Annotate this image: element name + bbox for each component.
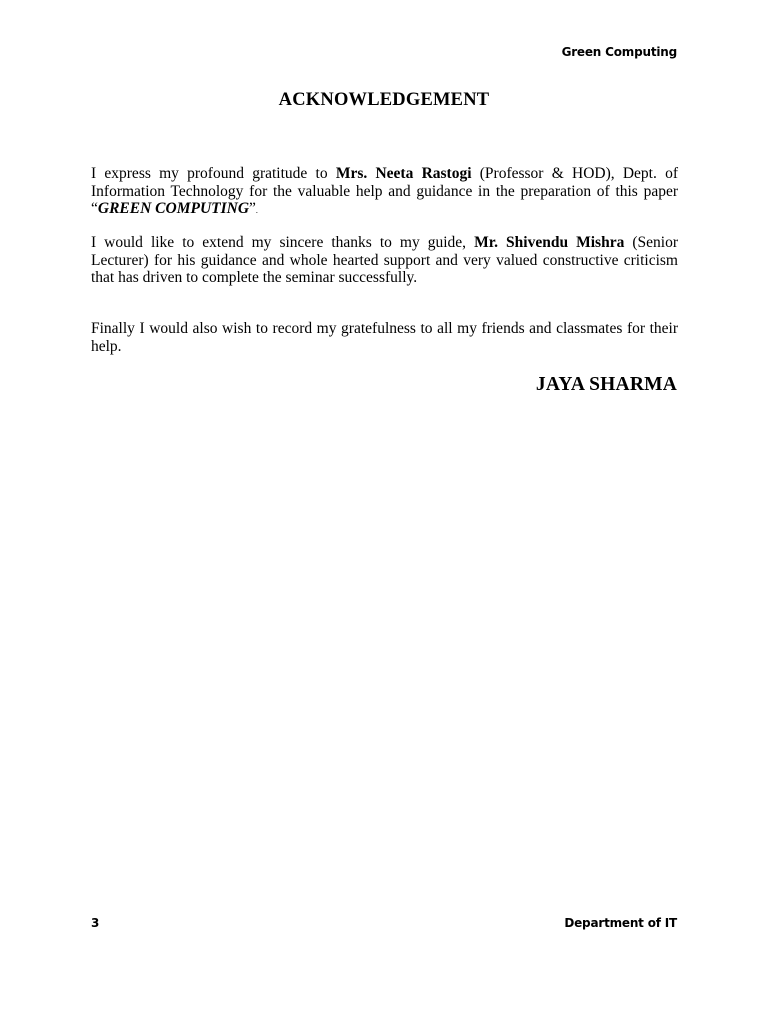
guide-name: Mr. Shivendu Mishra (474, 234, 625, 251)
paragraph1-period: . (255, 206, 258, 215)
hod-name: Mrs. Neeta Rastogi (335, 165, 472, 182)
paragraph-friends-thanks: Finally I would also wish to record my gratefulness to all my friends and classmates for their help. (91, 320, 678, 355)
page-title: ACKNOWLEDGEMENT (278, 90, 490, 110)
page-number: 3 (91, 916, 100, 930)
paragraph1-text-middle: (Professor & HOD), Dept. of Information Technology for the valuable help and guidance in the preparation of this paper “ (91, 165, 678, 217)
paragraph1-text-start: I express my profound gratitude to (91, 165, 336, 182)
footer-department: Department of IT (564, 916, 677, 930)
paragraph-guide-thanks (91, 234, 678, 287)
paragraph2-text-start: I would like to extend my sincere thanks to my guide, (91, 234, 475, 251)
paper-title: GREEN COMPUTING (97, 200, 250, 217)
author-signature-name: JAYA SHARMA (535, 374, 677, 395)
running-header-title: Green Computing (561, 45, 677, 59)
paragraph-gratitude (91, 165, 678, 220)
paragraph1-closing-quote: ” (249, 200, 256, 217)
paragraph2-text-end: (Senior Lecturer) for his guidance and whole hearted support and very valued constructive criticism that has driven to complete the seminar successfully. (91, 234, 678, 286)
